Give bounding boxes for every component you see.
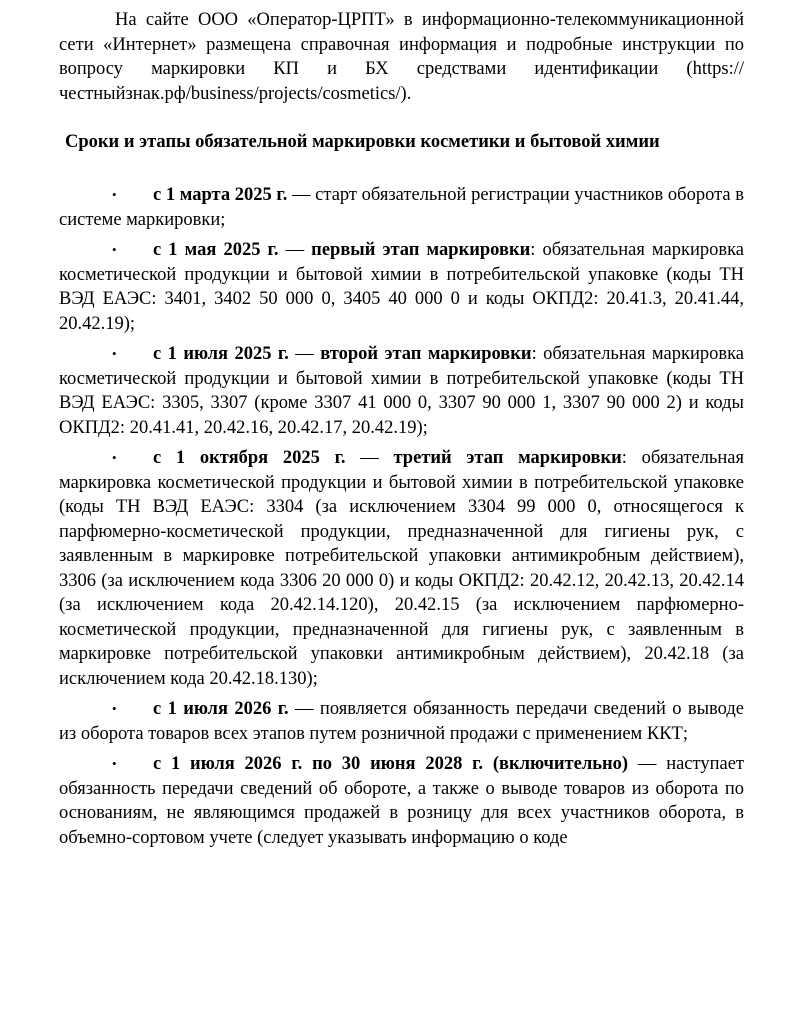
bullet-icon: • — [112, 242, 117, 257]
intro-paragraph: На сайте ООО «Оператор-ЦРПТ» в информационно-телекоммуникационной сети «Интернет» размещена справочная информация и подробные инструкции по вопросу маркировки КП и БХ средствами идентификации (https://честныйзнак.рф/business/projects/cosmetics/). — [59, 10, 744, 104]
item-separator: — — [288, 699, 320, 719]
item-date: с 1 июля 2026 г. — [153, 699, 289, 719]
list-item — [59, 183, 744, 232]
bullet-icon: • — [112, 187, 117, 202]
bullet-icon: • — [112, 701, 117, 716]
list-item — [59, 446, 744, 691]
item-separator: — — [288, 344, 321, 364]
item-text: наступает обязанность передачи сведений об обороте, а также о выводе товаров из оборота по основаниям, не являющимся продажей в розницу для всех участников оборота, в объемно-сортовом учете (следует указывать информацию о коде — [59, 754, 745, 848]
item-stage: третий этап маркировки — [393, 448, 622, 468]
item-text: старт обязательной регистрации участников оборота в системе маркировки; — [59, 185, 744, 230]
item-separator: — — [287, 185, 316, 205]
bullet-icon: • — [112, 756, 117, 771]
item-text: появляется обязанность передачи сведений о выводе из оборота товаров всех этапов путем розничной продажи с применением ККТ; — [59, 699, 744, 744]
item-stage: первый этап маркировки — [311, 240, 531, 260]
document-page — [59, 8, 744, 856]
list-item — [59, 342, 744, 440]
bullet-icon: • — [112, 450, 117, 465]
item-separator: — — [278, 240, 312, 260]
section-heading: Сроки и этапы обязательной маркировки косметики и бытовой химии — [65, 132, 660, 152]
item-separator: — — [628, 754, 667, 774]
bullet-icon: • — [112, 346, 117, 361]
item-separator: — — [345, 448, 394, 468]
list-item — [59, 238, 744, 336]
item-text: : обязательная маркировка косметической продукции и бытовой химии в потребительской упаковке (коды ТН ВЭД ЕАЭС: 3305, 3307 (кроме 3307 41 000 0, 3307 90 000 1, 3307 90 000 2) и коды ОКПД2: 20.41.41, 20.42.16, 20.42.17, 20.42.19); — [59, 344, 744, 438]
item-stage: второй этап маркировки — [320, 344, 532, 364]
item-date: с 1 мая 2025 г. — [153, 240, 279, 260]
item-date: с 1 марта 2025 г. — [153, 185, 288, 205]
item-date: с 1 июля 2026 г. по 30 июня 2028 г. (включительно) — [153, 754, 629, 774]
list-item — [59, 752, 744, 850]
item-text: : обязательная маркировка косметической продукции и бытовой химии в потребительской упаковке (коды ТН ВЭД ЕАЭС: 3304 (за исключением 3304 99 000 0, относящегося к парфюмерно-косметической продукции, предназначенной для гигиены рук, с заявленным в маркировке потребительской упаковки антимикробным действием), 3306 (за исключением кода 3306 20 000 0) и коды ОКПД2: 20.42.12, 20.42.13, 20.42.14 (за исключением кода 20.42.14.120), 20.42.15 (за исключением парфюмерно-косметической продукции, предназначенной для гигиены рук, с заявленным в маркировке потребительской упаковки антимикробным действием), 20.42.18 (за исключением кода 20.42.18.130); — [59, 448, 744, 689]
item-date: с 1 июля 2025 г. — [153, 344, 289, 364]
list-item — [59, 697, 744, 746]
item-text: : обязательная маркировка косметической продукции и бытовой химии в потребительской упаковке (коды ТН ВЭД ЕАЭС: 3401, 3402 50 000 0, 3405 40 000 0 и коды ОКПД2: 20.41.3, 20.41.44, 20.42.19); — [59, 240, 745, 334]
item-date: с 1 октября 2025 г. — [153, 448, 346, 468]
